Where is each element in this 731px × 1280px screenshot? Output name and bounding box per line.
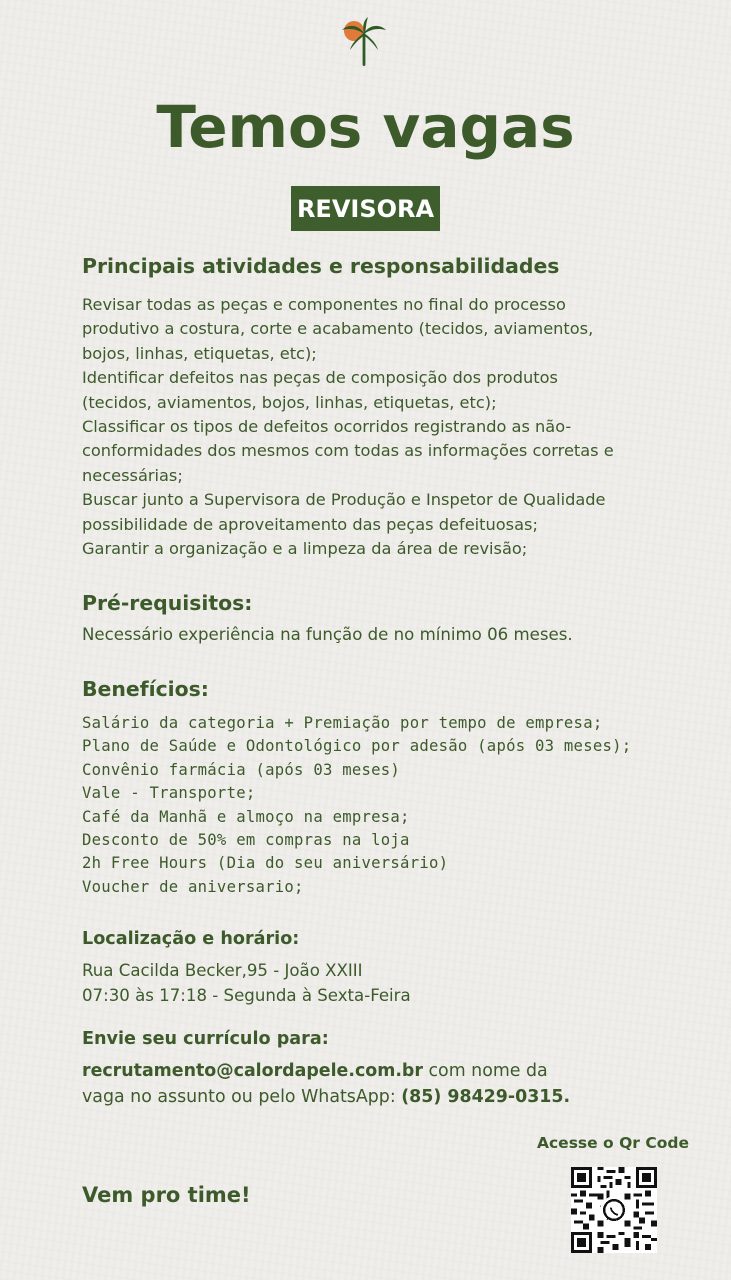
benefit-line: Convênio farmácia (após 03 meses) (82, 760, 401, 779)
contact-text: vaga no assunto ou pelo WhatsApp: (82, 1087, 402, 1107)
activity-line: Buscar junto a Supervisora de Produção e Inspetor de Qualidade (82, 490, 606, 510)
whatsapp-phone-link[interactable]: (85) 98429-0315. (401, 1087, 571, 1107)
benefit-line: Salário da categoria + Premiação por tempo de empresa; (82, 714, 603, 732)
benefits-heading: Benefícios: (82, 677, 209, 701)
qr-code-label: Acesse o Qr Code (537, 1134, 689, 1152)
activity-line: produtivo a costura, corte e acabamento (tecidos, aviamentos, (82, 319, 594, 339)
benefit-line: Vale - Transporte; (82, 784, 256, 803)
contact-line-2 (82, 1087, 570, 1107)
activity-line: possibilidade de aproveitamento das peças defeituosas; (82, 514, 538, 534)
activity-line: Classificar os tipos de defeitos ocorridos registrando as não- (82, 417, 572, 437)
email-link[interactable]: recrutamento@calordapele.com.br (82, 1061, 423, 1081)
activity-line: Garantir a organização e a limpeza da área de revisão; (82, 539, 528, 559)
contact-line-1 (82, 1061, 548, 1081)
position-badge: REVISORA (291, 186, 440, 231)
activity-line: necessárias; (82, 465, 183, 485)
benefits-list (82, 712, 631, 899)
call-to-action: Vem pro time! (82, 1183, 251, 1207)
address-text: Rua Cacilda Becker,95 - João XXIII (82, 961, 363, 980)
activity-line: conformidades dos mesmos com todas as informações corretas e (82, 441, 614, 461)
activity-line: (tecidos, aviamentos, bojos, linhas, etiquetas, etc); (82, 392, 497, 412)
whatsapp-qr-code-icon[interactable] (571, 1167, 657, 1253)
benefit-line: Voucher de aniversario; (82, 877, 304, 896)
location-details (82, 958, 411, 1008)
requirements-text: Necessário experiência na função de no mínimo 06 meses. (82, 625, 573, 644)
activity-line: Identificar defeitos nas peças de composição dos produtos (82, 368, 558, 388)
activities-heading: Principais atividades e responsabilidades (82, 254, 560, 278)
palm-tree-sun-icon (340, 16, 388, 68)
page-title: Temos vagas (156, 93, 575, 161)
schedule-text: 07:30 às 17:18 - Segunda à Sexta-Feira (82, 986, 411, 1005)
benefit-line: Plano de Saúde e Odontológico por adesão (após 03 meses); (82, 737, 632, 756)
requirements-heading: Pré-requisitos: (82, 591, 253, 615)
activities-list (82, 293, 614, 561)
activity-line: Revisar todas as peças e componentes no final do processo (82, 295, 566, 314)
benefit-line: 2h Free Hours (Dia do seu aniversário) (82, 854, 449, 873)
benefit-line: Desconto de 50% em compras na loja (82, 831, 410, 850)
contact-text: com nome da (422, 1061, 548, 1081)
benefit-line: Café da Manhã e almoço na empresa; (82, 807, 410, 826)
activity-line: bojos, linhas, etiquetas, etc); (82, 343, 317, 363)
location-heading: Localização e horário: (82, 929, 300, 949)
contact-heading: Envie seu currículo para: (82, 1029, 329, 1049)
